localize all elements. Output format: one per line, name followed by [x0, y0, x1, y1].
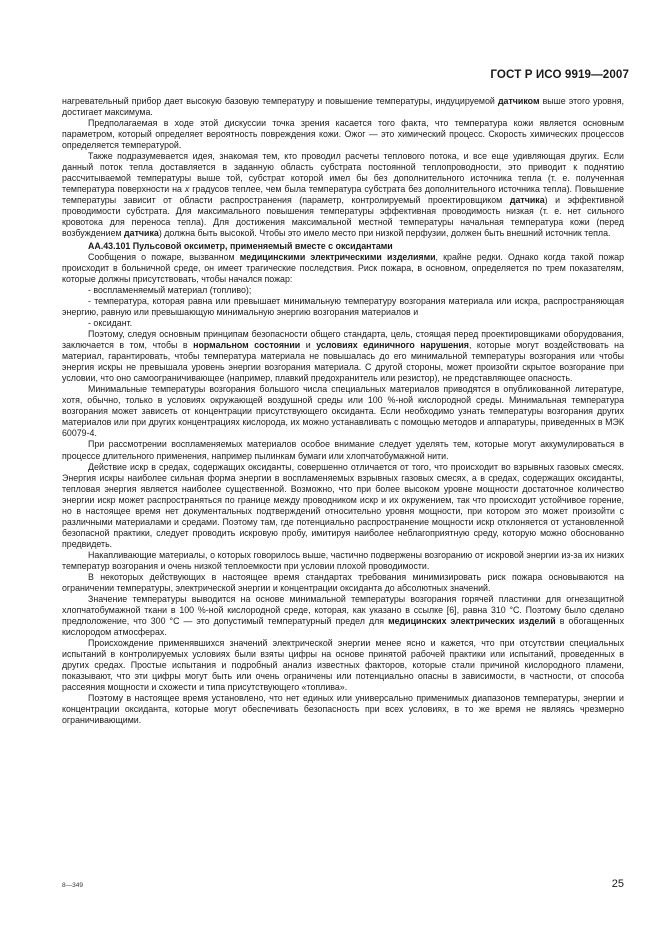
- document-body: [62, 96, 624, 726]
- paragraph: Также подразумевается идея, знакомая тем, кто проводил расчеты теплового потока, и все еще удивляющая других. Если данный поток тепла доставляется в заданную область субстрата постоянной теплопроводности, это приводит к поднятию рассчитываемой температуры выше той, субстрат которой имел бы без дополнительного источника тепла (т. е. полученная температура поверхности на x градусов теплее, чем была температура субстрата без дополнительного источника тепла). Повышение температуры зависит от области распространения (параметр, контролируемый проектировщиком датчика) и эффективной проводимости субстрата. Для максимального повышения температуры эффективная проводимость низкая (т. е. нет сильного кровотока для переноса тепла). Для достижения максимальной местной температуры начальная температура кожи (перед возбуждением датчика) должна быть высокой. Чтобы это имело место при низкой перфузии, должен быть внешний источник тепла.: [62, 151, 624, 239]
- section-title: АА.43.101 Пульсовой оксиметр, применяемый вместе с оксидантами: [88, 241, 393, 252]
- paragraph: Накапливающие материалы, о которых говорилось выше, частично подвержены возгоранию от искровой энергии из-за их низких температур возгорания и очень низкой теплоемкости при условии плохой проводимости.: [62, 549, 624, 571]
- list-item: - температура, которая равна или превышает минимальную температуру возгорания материала или искра, распространяющая энергию, равную или превышающую минимальную энергию возгорания материалов и: [62, 296, 624, 318]
- paragraph: Происхождение применявшихся значений электрической энергии менее ясно и кажется, что при отсутствии специальных испытаний в контролируемых условиях были взяты цифры на основе принятой рабочей практики или испытаний, проведенных в других средах. Простые испытания и подробный анализ известных факторов, которые стали причиной кислородного пламени, показывают, что эти цифры могут быть или очень ограничены или потенциально опасны в зависимости, в частности, от способа рассеяния мощности и схожести и типа присутствующего «топлива».: [62, 637, 624, 692]
- paragraph: В некоторых действующих в настоящее время стандартах требования минимизировать риск пожара основываются на ограничении температуры, электрической энергии и концентрации оксиданта до абсолютных значений.: [62, 571, 624, 593]
- paragraph: Действие искр в средах, содержащих оксиданты, совершенно отличается от того, что происходит во взрывных газовых смесях. Энергия искры наиболее сильная форма энергии в воспламеняемых взрывных газовых смесях, а в средах, содержащих оксиданты, тепловая энергия является наиболее существенной. Возможно, что при более высоком уровне мощности достаточное количество энергии искр может распространяться по границе между проводником искр и их окружением, так что происходит устойчивое горение, но в настоящее время нет документальных подтверждений относительно уровня мощности, при котором это может произойти с различными материалами и средами. Поэтому там, где потенциально распространение мощности искр отклоняется от установленной безопасной практики, следует проводить искровую пробу, имитируя наиболее неблагоприятную среду, которую можно обоснованно предвидеть.: [62, 461, 624, 549]
- paragraph: Поэтому в настоящее время установлено, что нет единых или универсально применимых диапазонов температуры, энергии и концентрации оксиданта, которые могут обеспечивать безопасность при всех условиях, в то же время не являясь чрезмерно ограничивающими.: [62, 692, 624, 725]
- paragraph: Значение температуры выводится на основе минимальной температуры возгорания горячей пластинки для огнезащитной хлопчатобумажной ткани в 100 %-ной кислородной среде, которая, как указано в ссылке [6], равна 310 °С. Поэтому было сделано предположение, что 300 °С — это допустимый температурный предел для медицинских электрических изделий в обогащенных кислородом атмосферах.: [62, 593, 625, 637]
- paragraph: Минимальные температуры возгорания большого числа специальных материалов приводятся в опубликованной литературе, хотя, обычно, только в условиях окружающей воздушной среды или 100 %-ной кислородной среды. Минимальная температура возгорания может зависеть от концентрации присутствующего оксиданта. Если необходимо узнать температуры возгорания других материалов или при других концентрациях кислорода, их можно устанавливать с помощью методов и аппаратуры, приведенных в МЭК 60079-4.: [62, 384, 624, 439]
- footer-code: 8—349: [62, 882, 83, 889]
- page-number: 25: [611, 878, 624, 890]
- list-item: - оксидант.: [88, 318, 133, 329]
- list-item: - воспламеняемый материал (топливо);: [88, 285, 252, 296]
- document-header-title: ГОСТ Р ИСО 9919—2007: [490, 68, 629, 81]
- paragraph: Предполагаемая в ходе этой дискуссии точка зрения касается того факта, что температура кожи является основным параметром, который определяет вероятность повреждения кожи. Ожог — это химический процесс. Скорость химических процессов определяется температурой.: [62, 118, 624, 151]
- paragraph: Поэтому, следуя основным принципам безопасности общего стандарта, цель, стоящая перед проектировщиками оборудования, заключается в том, чтобы в нормальном состоянии и условиях единичного нарушения, которые могут воздействовать на материал, гарантировать, чтобы температура материала не повышалась до его минимальной температуры возгорания или чтобы энергия искры не превышала уровень энергии возгорания материала. С другой стороны, может произойти скрытое возгорание при условии, что оно самоограничивающее (например, плавкий предохранитель или резистор), не представляющее опасность.: [62, 329, 624, 384]
- paragraph: Сообщения о пожаре, вызванном медицинскими электрическими изделиями, крайне редки. Однако когда такой пожар происходит в больничной среде, он имеет трагические последствия. Риск пожара, в основном, определяется по трем показателям, которые должны присутствовать, чтобы начался пожар:: [62, 252, 624, 285]
- paragraph: При рассмотрении воспламеняемых материалов особое внимание следует уделять тем, которые могут аккумулироваться в процессе длительного применения, например пылинкам бумаги или хлопчатобумажной нити.: [62, 439, 624, 461]
- paragraph: нагревательный прибор дает высокую базовую температуру и повышение температуры, индуцируемой датчиком выше этого уровня, достигает максимума.: [62, 96, 624, 118]
